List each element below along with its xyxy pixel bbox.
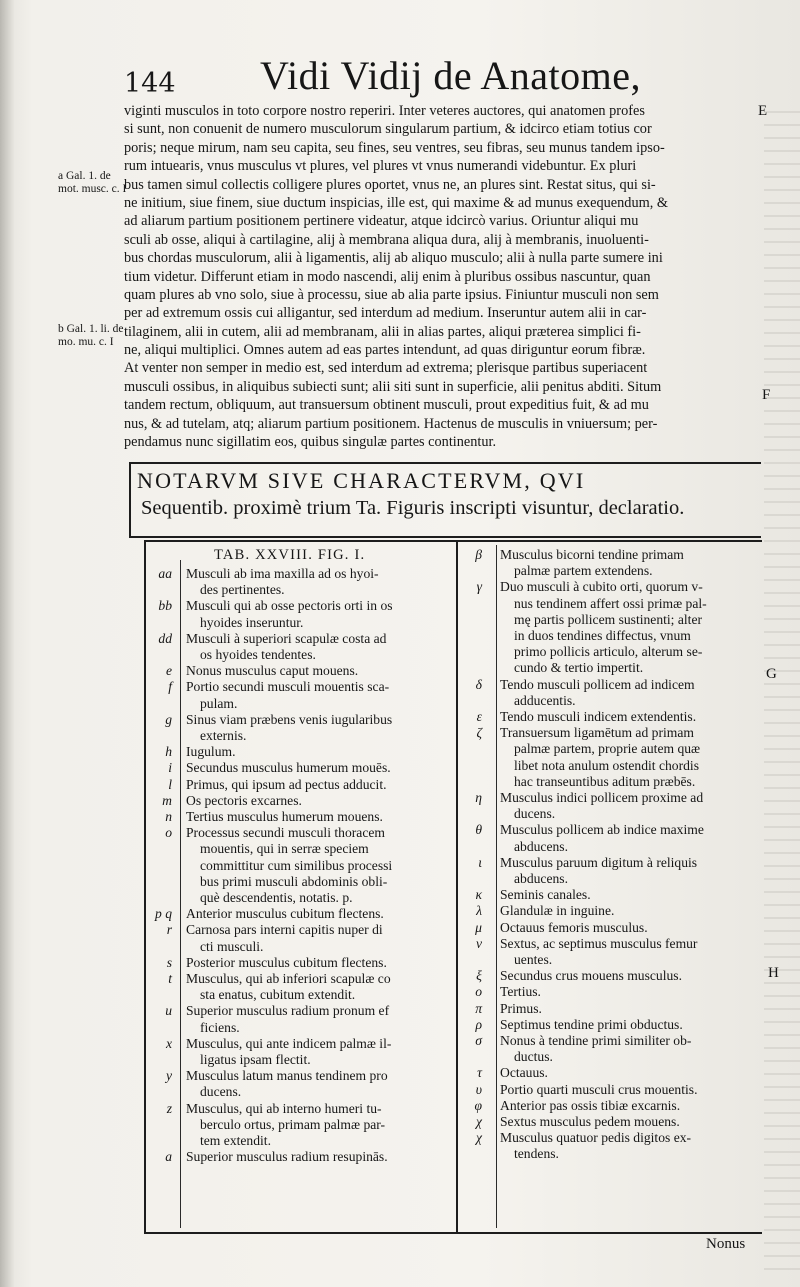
legend-description: Musculi qui ab osse pectoris orti in os [186,598,393,614]
body-line: bus tamen simul collectis colligere plures oportet, vnus ne, an plures sint. Restat situs, qui si- [124,176,656,193]
legend-letter: h [165,744,172,760]
legend-description: Musculus latum manus tendinem pro [186,1068,388,1084]
legend-description: palmæ partem extendens. [514,563,653,579]
legend-description: Musculus, qui ab interno humeri tu- [186,1100,382,1116]
legend-letter: χ [476,1130,482,1146]
body-line: rum intuearis, vnus musculus vt plures, vel plures vt vnus numerandi videbuntur. Ex pluri [124,158,637,175]
show-through-text [764,100,800,1280]
legend-letter: l [168,776,172,792]
legend-letter: t [168,971,172,986]
legend-letter: ξ [476,968,482,984]
body-paragraph [124,102,756,451]
body-line: ad aliarum partium positionem pertinere videatur, atque idcircò varius. Oriuntur aliqui mu [124,213,639,230]
legend-description: mouentis, qui in serræ speciem [200,841,369,857]
legend-description: ducens. [200,1084,242,1100]
legend-caption-box [129,462,761,538]
legend-description: Musculus indici pollicem proxime ad [500,790,704,805]
legend-description: primo pollicis articulo, alterum se- [514,644,703,660]
left-letter-rule [180,560,181,1228]
legend-description: os hyoides tendentes. [200,646,316,662]
legend-description: tem extendit. [200,1132,271,1148]
legend-description: Processus secundi musculi thoracem [186,825,385,841]
body-line: At venter non semper in medio est, sed interdum ad extrema; plerisque partibus superiacent [124,360,648,377]
legend-letter: z [166,1100,172,1116]
legend-letter: υ [475,1081,482,1097]
legend-description: cti musculi. [200,938,264,954]
legend-letter: π [475,1000,482,1016]
body-line: tilaginem, alii in cutem, alii ad membranam, alii in alias partes, aliqui præterea simplici fi- [124,323,641,340]
legend-description: Secundus musculus humerum mouēs. [186,760,391,776]
legend-description: uentes. [514,951,553,967]
legend-letter: ζ [476,725,482,741]
legend-description: ductus. [514,1049,553,1065]
legend-letter: ρ [475,1016,482,1032]
legend-description: hac transeuntibus aditum præbēs. [514,773,696,789]
legend-description: committitur cum similibus processi [200,857,393,873]
legend-description: Secundus crus mouens musculus. [500,968,682,984]
legend-description: Octauus. [500,1065,548,1081]
catchword: Nonus [706,1236,746,1252]
legend-letter: e [165,663,172,679]
legend-description: ligatus ipsam flectit. [200,1051,311,1067]
legend-letter: δ [475,676,482,692]
margin-letter-e: E [758,103,768,119]
body-line: si sunt, non conuenit de numero musculorum singularum partium, & idcirco etiam totius cor [124,121,652,138]
legend-description: Tendo musculi indicem extendentis. [500,709,697,724]
side-note-b: b Gal. 1. li. de mo. mu. c. I [58,323,124,348]
body-line: sculi ab osse, aliqui à cartilagine, alij à membrana aliqua dura, alij à membranis, inuoluenti- [124,231,649,248]
legend-letter: ν [475,935,482,951]
legend-description: Primus, qui ipsum ad pectus adducit. [186,776,387,792]
legend-description: Glandulæ in inguine. [500,903,615,919]
legend-letter: o [165,825,172,841]
legend-description: ducens. [514,806,556,822]
legend-letter: m [162,792,172,808]
legend-letter: θ [475,822,482,838]
legend-letter: f [168,679,172,695]
legend-letter: η [475,790,482,805]
legend-description: Iugulum. [186,744,236,760]
legend-description: Nonus à tendine primi similiter ob- [500,1033,692,1048]
legend-description: abducens. [514,838,568,854]
legend-description: berculo ortus, primam palmæ par- [200,1116,386,1132]
legend-description: què descendentis, notatis. p. [200,889,353,905]
legend-letter: χ [476,1114,482,1129]
legend-description: Transuersum ligamētum ad primam [500,725,694,741]
legend-description: Musculus pollicem ab indice maxime [500,822,704,838]
legend-description: ficiens. [200,1019,240,1035]
legend-letter: ε [476,709,482,724]
body-line: per ad extremum ossis cui alligantur, sed interdum ad medium. Inseruntur autem alii in car- [124,305,647,322]
legend-letter: σ [475,1033,482,1048]
page-number: 144 [124,68,176,99]
legend-description: Sextus musculus pedem mouens. [500,1114,680,1129]
legend-letter: γ [476,579,482,595]
legend-description: Anterior musculus cubitum flectens. [186,906,384,922]
legend-description: Os pectoris excarnes. [186,792,302,808]
legend-letter: n [165,809,172,824]
legend-description: nus tendinem affert ossi primæ pal- [514,595,707,611]
legend-description: Superior musculus radium pronum ef [186,1003,390,1019]
margin-letter-f: F [762,387,771,403]
legend-description: Portio secundi musculi mouentis sca- [186,679,390,695]
running-title: Vidi Vidij de Anatome, [260,53,641,98]
legend-description: Musculi à superiori scapulæ costa ad [186,630,387,646]
legend-description: Sinus viam præbens venis iugularibus [186,711,393,727]
legend-letter: a [165,1149,172,1165]
caption-subheading: Sequentib. proximè trium Ta. Figuris inscripti visuntur, declaratio. [141,497,685,519]
legend-description: Tertius. [500,984,541,1000]
legend-letter: i [168,760,172,776]
legend-description: mę partis pollicem sustinenti; alter [514,611,703,627]
legend-description: Carnosa pars interni capitis nuper di [186,922,383,938]
legend-description: palmæ partem, proprie autem quæ [514,741,701,757]
caption-heading: NOTARVM SIVE CHARACTERVM, QVI [137,468,586,493]
legend-description: Musculus paruum digitum à reliquis [500,854,698,870]
body-line: tium videtur. Differunt etiam in modo nascendi, alij enim à pluribus ossibus nascuntur, quan [124,268,651,285]
body-line: bus chordas musculorum, alii à ligamentis, alij ab aliquo musculo; alii à nulla parte sumere ini [124,250,663,267]
legend-letter: y [165,1068,172,1084]
legend-description: Posterior musculus cubitum flectens. [186,954,387,970]
legend-description: in duos tendines diffectus, vnum [514,627,691,643]
legend-description: Anterior pas ossis tibiæ excarnis. [500,1097,681,1113]
legend-letter: ο [475,984,482,1000]
body-line: musculi ossibus, in aliquibus subiecti sunt; alii siti sunt in superficie, alii penitus abditi. Situm [124,378,662,395]
table-title: TAB. XXVIII. FIG. I. [214,547,366,563]
legend-letter: aa [158,566,172,581]
legend-description: Tertius musculus humerum mouens. [186,809,383,824]
legend-letter: dd [158,630,172,646]
legend-description: Primus. [500,1000,542,1016]
legend-letter: x [165,1035,172,1051]
legend-description: tendens. [514,1146,559,1162]
legend-description: hyoides inseruntur. [200,614,304,630]
legend-description: Septimus tendine primi obductus. [500,1016,683,1032]
legend-letter: bb [158,598,172,614]
legend-description: Nonus musculus caput mouens. [186,663,359,679]
margin-letter-g: G [766,666,777,682]
legend-letter: u [165,1003,172,1019]
legend-letter: ι [478,854,482,870]
legend-letter: φ [474,1097,482,1113]
body-line: pendamus nunc sigillatim eos, quibus singulæ partes continentur. [124,434,497,451]
legend-description: Musculus bicorni tendine primam [500,547,684,562]
page-header [120,52,760,102]
body-line: ne, aliqui multiplici. Omnes autem ad eas partes intendunt, ad quas diriguntur eorum fibræ. [124,342,646,359]
legend-description: cundo & tertio impertit. [514,660,644,676]
side-note-a: a Gal. 1. de mot. musc. c. I [58,170,127,195]
legend-letter: s [166,954,172,970]
legend-description: des pertinentes. [200,582,285,598]
legend-description: Superior musculus radium resupinās. [186,1149,388,1165]
legend-description: Musculus, qui ante indicem palmæ il- [186,1035,392,1051]
legend-description: bus primi musculi abdominis obli- [200,873,388,889]
legend-letter: p q [155,906,172,922]
body-line: ne initium, siue finem, siue ductum inspicias, ille est, qui maxime & ad munus exequendum, & [124,194,668,211]
legend-description: libet nota anulum ostendit chordis [514,757,699,773]
legend-description: externis. [200,727,247,743]
body-line: quam plures ab vno solo, siue à processu, siue ab alia parte ipsius. Finiuntur musculi non sem [124,286,659,303]
legend-description: Tendo musculi pollicem ad indicem [500,676,695,692]
binding-gutter [0,0,14,1287]
legend-description: pulam. [200,695,238,711]
legend-letter: r [166,922,172,938]
legend-letter: g [165,711,172,727]
margin-letter-h: H [768,965,779,981]
legend-description: Musculi ab ima maxilla ad os hyoi- [186,566,379,581]
legend-description: Musculus quatuor pedis digitos ex- [500,1130,692,1146]
legend-description: adducentis. [514,692,576,708]
legend-letter: μ [475,919,482,935]
body-line: poris; neque mirum, nam seu capita, seu fines, seu ventres, seu fibras, seu munus tandem ipso- [124,139,665,156]
legend-description: Octauus femoris musculus. [500,919,648,935]
right-letter-rule [496,545,497,1228]
legend-description: Musculus, qui ab inferiori scapulæ co [186,971,391,986]
legend-description: Portio quarti musculi crus mouentis. [500,1081,698,1097]
body-line: viginti musculos in toto corpore nostro reperiri. Inter veteres auctores, qui anatomen profes [124,103,645,119]
legend-description: Seminis canales. [500,887,591,903]
legend-description: abducens. [514,870,568,886]
body-line: nus, & ad tutelam, atq; aliarum partium positionem. Hactenus de musculis in vniuersum; per- [124,415,658,432]
body-line: tandem rectum, obliquum, aut transuersum obtinent musculi, prout expeditius fuit, & ad mu [124,397,649,414]
legend-letter: κ [475,887,482,903]
legend-description: Duo musculi à cubito orti, quorum v- [500,579,703,595]
legend-description: sta enatus, cubitum extendit. [200,987,356,1003]
legend-letter: β [475,547,482,562]
legend-description: Sextus, ac septimus musculus femur [500,935,698,951]
legend-letter: τ [477,1065,482,1081]
legend-letter: λ [476,903,482,919]
